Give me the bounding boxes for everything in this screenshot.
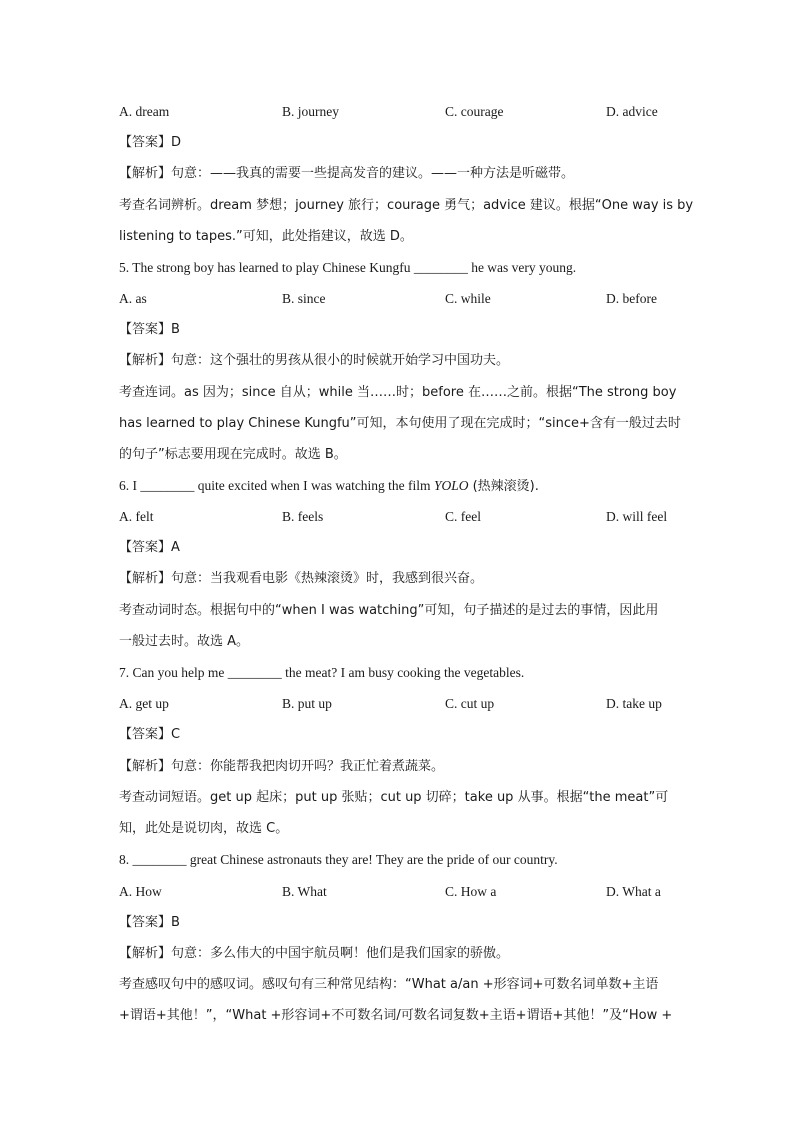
q6-question	[119, 476, 539, 497]
q4-explanation-2: 考查名词辨析。dream 梦想；journey 旅行；courage 勇气；advice 建议。根据“One way is by	[119, 198, 694, 213]
q5-explanation-2: 考查连词。as 因为；since 自从；while 当……时；before 在……之前。根据“The strong boy	[119, 385, 677, 400]
q5-option-d: D. before	[606, 291, 657, 306]
q7-option-d: D. take up	[606, 696, 662, 711]
q7-options	[119, 694, 679, 714]
q6-explanation-3: 一般过去时。故选 A。	[119, 634, 250, 649]
q4-options	[119, 102, 679, 122]
q5-option-c: C. while	[445, 291, 491, 306]
q6-option-c: C. feel	[445, 509, 481, 524]
q5-explanation-3: has learned to play Chinese Kungfu”可知，本句使用了现在完成时；“since+含有一般过去时	[119, 416, 681, 431]
q6-option-b: B. feels	[282, 509, 324, 524]
q6-options	[119, 507, 679, 527]
q5-options	[119, 289, 679, 309]
q6-explanation-2: 考查动词时态。根据句中的“when I was watching”可知，句子描述的是过去的事情，因此用	[119, 603, 659, 618]
q7-explanation-3: 知，此处是说切肉，故选 C。	[119, 821, 289, 836]
q6-option-a: A. felt	[119, 509, 154, 524]
q8-explanation-1: 【解析】句意：多么伟大的中国宇航员啊！他们是我们国家的骄傲。	[119, 946, 510, 961]
q6-question-text: 6. I ________ quite excited when I was watching the film	[119, 478, 434, 493]
q5-question: 5. The strong boy has learned to play Chinese Kungfu ________ he was very young.	[119, 260, 577, 275]
q7-question: 7. Can you help me ________ the meat? I am busy cooking the vegetables.	[119, 665, 525, 680]
q7-option-a: A. get up	[119, 696, 169, 711]
q4-option-c: C. courage	[445, 104, 504, 119]
q5-explanation-4: 的句子”标志要用现在完成时。故选 B。	[119, 447, 347, 462]
q8-question: 8. ________ great Chinese astronauts they are! They are the pride of our country.	[119, 852, 558, 867]
q7-answer: 【答案】C	[119, 727, 181, 742]
q8-option-a: A. How	[119, 884, 162, 899]
q8-explanation-2: 考查感叹句中的感叹词。感叹句有三种常见结构：“What a/an +形容词+可数名词单数+主语	[119, 977, 659, 992]
q7-option-b: B. put up	[282, 696, 332, 711]
q6-film-title: YOLO	[433, 478, 469, 493]
q4-explanation-3: listening to tapes.”可知，此处指建议，故选 D。	[119, 229, 413, 244]
q8-option-c: C. How a	[445, 884, 497, 899]
q6-question-tail: (热辣滚烫).	[468, 479, 539, 494]
q8-explanation-3: +谓语+其他！”，“What +形容词+不可数名词/可数名词复数+主语+谓语+其他！”及“How +	[119, 1008, 673, 1023]
q6-option-d: D. will feel	[606, 509, 668, 524]
q6-explanation-1: 【解析】句意：当我观看电影《热辣滚烫》时，我感到很兴奋。	[119, 571, 484, 586]
q7-explanation-1: 【解析】句意：你能帮我把肉切开吗？我正忙着煮蔬菜。	[119, 759, 445, 774]
q4-option-a: A. dream	[119, 104, 170, 119]
q4-answer: 【答案】D	[119, 135, 182, 150]
q5-explanation-1: 【解析】句意：这个强壮的男孩从很小的时候就开始学习中国功夫。	[119, 353, 510, 368]
q8-option-d: D. What a	[606, 884, 661, 899]
q8-options	[119, 882, 679, 902]
q8-option-b: B. What	[282, 884, 327, 899]
q7-option-c: C. cut up	[445, 696, 495, 711]
q6-answer: 【答案】A	[119, 540, 180, 555]
q4-option-d: D. advice	[606, 104, 658, 119]
q8-answer: 【答案】B	[119, 915, 180, 930]
q4-option-b: B. journey	[282, 104, 339, 119]
q5-answer: 【答案】B	[119, 322, 180, 337]
q4-explanation-1: 【解析】句意：——我真的需要一些提高发音的建议。——一种方法是听磁带。	[119, 166, 575, 181]
q7-explanation-2: 考查动词短语。get up 起床；put up 张贴；cut up 切碎；take up 从事。根据“the meat”可	[119, 790, 669, 805]
q5-option-a: A. as	[119, 291, 147, 306]
q5-option-b: B. since	[282, 291, 326, 306]
